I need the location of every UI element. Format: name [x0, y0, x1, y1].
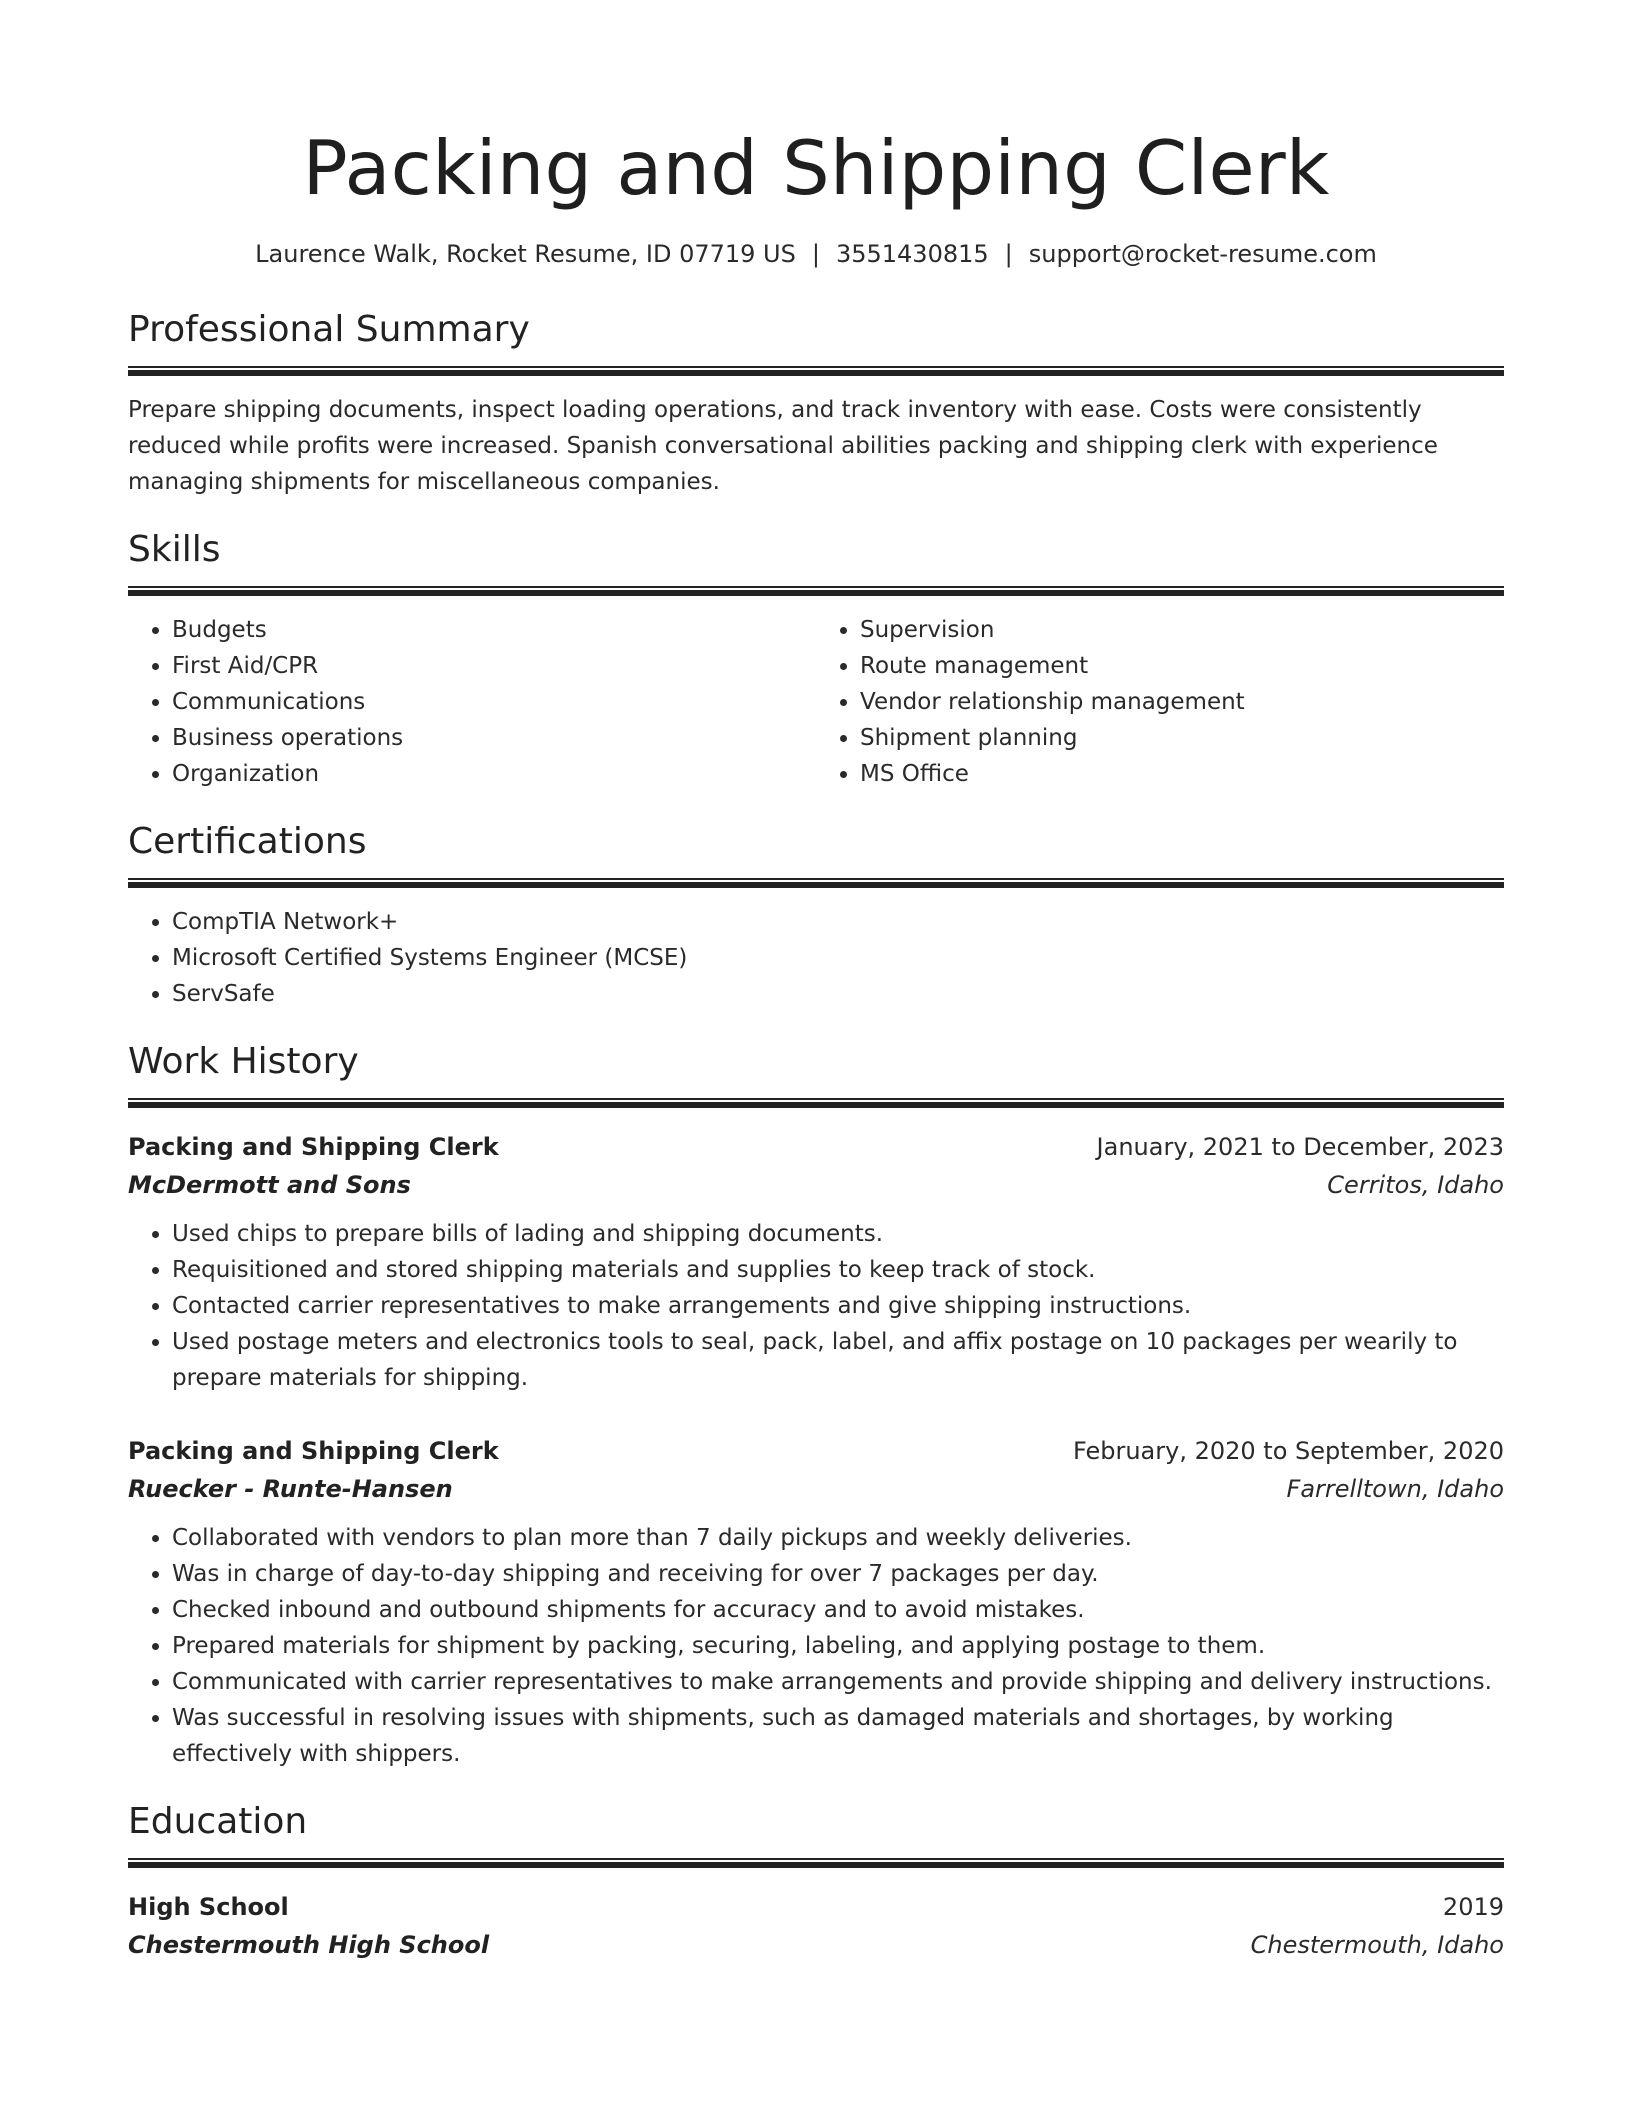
section-heading: Certifications — [128, 821, 367, 862]
job-header-row — [128, 1432, 1504, 1470]
skills-section — [128, 528, 1504, 792]
list-item: • Shipment planning — [860, 720, 1504, 756]
list-item: • Organization — [172, 756, 816, 792]
list-item: • Route management — [860, 648, 1504, 684]
section-heading: Professional Summary — [128, 309, 530, 350]
list-item: • Collaborated with vendors to plan more than 7 daily pickups and weekly deliveries. — [172, 1520, 1504, 1556]
job-dates: January, 2021 to December, 2023 — [1096, 1133, 1504, 1161]
education-degree: High School — [128, 1893, 289, 1921]
list-item: • ServSafe — [172, 976, 1504, 1012]
list-item: • First Aid/CPR — [172, 648, 816, 684]
list-item: • Requisitioned and stored shipping materials and supplies to keep track of stock. — [172, 1252, 1504, 1288]
list-item: • Contacted carrier representatives to make arrangements and give shipping instructions. — [172, 1288, 1504, 1324]
job-company: Ruecker - Runte-Hansen — [128, 1475, 453, 1503]
education-header-row — [128, 1888, 1504, 1926]
contact-separator: | — [1004, 240, 1013, 268]
list-item: • MS Office — [860, 756, 1504, 792]
certifications-section — [128, 820, 1504, 1012]
job-location: Cerritos, Idaho — [1327, 1171, 1504, 1199]
job-duties-list — [128, 1520, 1504, 1772]
education-school-row — [128, 1926, 1504, 1964]
contact-line — [128, 238, 1504, 270]
section-heading: Education — [128, 1801, 308, 1842]
section-divider — [128, 1858, 1504, 1868]
section-divider — [128, 366, 1504, 376]
list-item: • Used chips to prepare bills of lading and shipping documents. — [172, 1216, 1504, 1252]
job-company: McDermott and Sons — [128, 1171, 411, 1199]
skills-list-right — [816, 612, 1504, 792]
list-item: • Budgets — [172, 612, 816, 648]
education-section — [128, 1800, 1504, 1964]
section-divider — [128, 878, 1504, 888]
contact-phone: 3551430815 — [835, 240, 989, 268]
job-location: Farrelltown, Idaho — [1286, 1475, 1504, 1503]
contact-email[interactable]: support@rocket-resume.com — [1028, 240, 1377, 268]
list-item: • Was in charge of day-to-day shipping and receiving for over 7 packages per day. — [172, 1556, 1504, 1592]
job-title: Packing and Shipping Clerk — [128, 1437, 499, 1465]
list-item: • Communicated with carrier representatives to make arrangements and provide shipping and delivery instructions. — [172, 1664, 1504, 1700]
job-entry — [128, 1128, 1504, 1396]
section-divider — [128, 1098, 1504, 1108]
resume-title: Packing and Shipping Clerk — [302, 124, 1330, 212]
contact-separator: | — [811, 240, 820, 268]
job-title: Packing and Shipping Clerk — [128, 1133, 499, 1161]
education-location: Chestermouth, Idaho — [1250, 1931, 1504, 1959]
job-company-row — [128, 1166, 1504, 1204]
work-history-section — [128, 1040, 1504, 1772]
section-heading: Skills — [128, 529, 221, 570]
section-divider — [128, 586, 1504, 596]
skills-list-left — [128, 612, 816, 792]
education-entry — [128, 1888, 1504, 1964]
job-duties-list — [128, 1216, 1504, 1396]
job-dates: February, 2020 to September, 2020 — [1072, 1437, 1504, 1465]
contact-address: Laurence Walk, Rocket Resume, ID 07719 US — [255, 240, 796, 268]
list-item: • CompTIA Network+ — [172, 904, 1504, 940]
list-item: • Prepared materials for shipment by packing, securing, labeling, and applying postage to them. — [172, 1628, 1504, 1664]
section-heading: Work History — [128, 1041, 359, 1082]
list-item: • Checked inbound and outbound shipments for accuracy and to avoid mistakes. — [172, 1592, 1504, 1628]
education-year: 2019 — [1442, 1893, 1504, 1921]
list-item: • Microsoft Certified Systems Engineer (MCSE) — [172, 940, 1504, 976]
job-header-row — [128, 1128, 1504, 1166]
summary-section — [128, 308, 1504, 500]
list-item: • Supervision — [860, 612, 1504, 648]
job-entry — [128, 1432, 1504, 1772]
skills-grid — [128, 612, 1504, 792]
list-item: • Was successful in resolving issues with shipments, such as damaged materials and shortages, by working effectively with shippers. — [172, 1700, 1504, 1772]
list-item: • Vendor relationship management — [860, 684, 1504, 720]
list-item: • Used postage meters and electronics tools to seal, pack, label, and affix postage on 10 packages per wearily to prepare materials for shipping. — [172, 1324, 1504, 1396]
certifications-list — [128, 904, 1504, 1012]
list-item: • Business operations — [172, 720, 816, 756]
job-company-row — [128, 1470, 1504, 1508]
education-school: Chestermouth High School — [128, 1931, 490, 1959]
summary-text: Prepare shipping documents, inspect loading operations, and track inventory with ease. Costs were consistently reduced while profits were increased. Spanish conversational abilities packing and shipping clerk with experience managing shipments for miscellaneous companies. — [128, 397, 1438, 495]
list-item: • Communications — [172, 684, 816, 720]
